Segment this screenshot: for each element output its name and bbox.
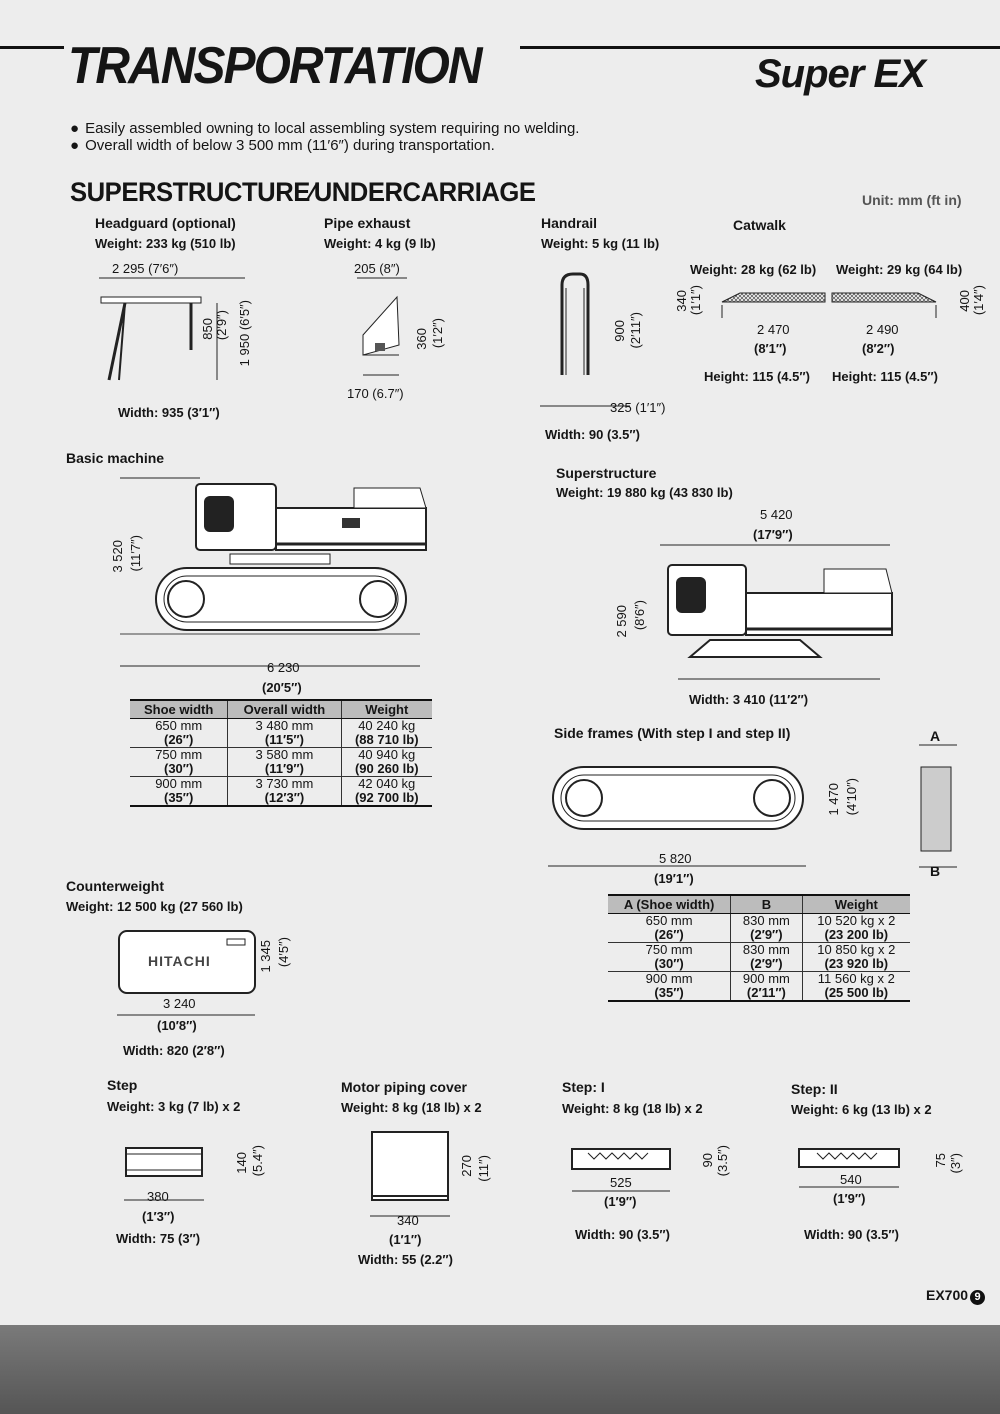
catwalk-h1ft: (1′1″) [688,285,703,316]
headguard-d3: 1 950 (6′5″) [237,300,252,367]
super-height-ft: (8′6″) [632,600,647,631]
brand-logo: Super EX [755,52,925,96]
basic-height-ft: (11′7″) [128,535,143,572]
side-height-ft: (4′10″) [844,778,859,816]
table-row: 900 mm (35″) 900 mm (2′11″) 11 560 kg x 2 (25 500 lb) [608,972,910,1002]
headguard-width: Width: 935 (3′1″) [118,405,220,420]
side-length: 5 820 [659,851,692,866]
handrail-title: Handrail [541,215,598,231]
page-number: 9 [970,1290,985,1305]
headguard-d2: 850 [200,318,215,340]
pipe-d2ft: (1′2″) [430,318,445,349]
step-width: Width: 75 (3″) [116,1231,201,1246]
section-title: SUPERSTRUCTURE∕UNDERCARRIAGE [70,177,536,207]
catwalk-height-1: Height: 115 (4.5″) [704,369,810,384]
superstructure-drawing [640,545,900,685]
side-table: A (Shoe width) B Weight 650 mm (26″) 830 mm (2′9″) 10 520 kg x 2 (23 200 lb) 750 mm (30″) 830 mm (2′9″) 10 850 kg x 2 (23 920 lb) 900 mm (35″) 900 mm (2′11″) 11 560 kg x 2 (25 500 lb) [608,894,910,1002]
step1-width: Width: 90 (3.5″) [575,1227,670,1242]
title-rule-left [0,46,64,49]
hitachi-logo: HITACHI [148,953,211,969]
table-row: 650 mm (26″) 3 480 mm (11′5″) 40 240 kg (88 710 lb) [130,719,432,748]
step2-height: 75 [933,1153,948,1168]
motor-width: Width: 55 (2.2″) [358,1252,453,1267]
catwalk-h2: 400 [957,290,972,312]
pipe-d1: 205 (8″) [354,261,400,276]
headguard-title: Headguard (optional) [95,215,236,231]
step-height-ft: (5.4″) [250,1145,265,1177]
catwalk-l2ft: (8′2″) [862,341,895,356]
cw-length: 3 240 [163,996,196,1011]
table-row: 900 mm (35″) 3 730 mm (12′3″) 42 040 kg (92 700 lb) [130,777,432,807]
cw-title: Counterweight [66,878,164,894]
table-row: 650 mm (26″) 830 mm (2′9″) 10 520 kg x 2 (23 200 lb) [608,914,910,943]
step-length: 380 [147,1189,169,1204]
basic-machine-drawing [120,476,440,676]
step-title: Step [107,1077,138,1093]
super-width: Width: 3 410 (11′2″) [689,692,809,707]
step2-length: 540 [840,1172,862,1187]
page-footer: EX700 9 [926,1287,985,1305]
side-label-a: A [930,728,941,744]
step-height: 140 [234,1152,249,1174]
cw-width: Width: 820 (2′8″) [123,1043,225,1058]
basic-title: Basic machine [66,450,165,466]
scan-shadow [0,1325,1000,1414]
catwalk-weight-2: Weight: 29 kg (64 lb) [836,262,963,277]
catwalk-l1ft: (8′1″) [754,341,787,356]
pipe-title: Pipe exhaust [324,215,411,231]
basic-length-ft: (20′5″) [262,680,302,695]
catwalk-title: Catwalk [733,217,786,233]
catwalk-weight-1: Weight: 28 kg (62 lb) [690,262,817,277]
catwalk-h1: 340 [674,290,689,312]
handrail-width: Width: 90 (3.5″) [545,427,640,442]
step-drawing [120,1140,220,1210]
handrail-weight: Weight: 5 kg (11 lb) [541,236,660,251]
motor-height-ft: (11″) [476,1155,491,1182]
step1-length-ft: (1′9″) [604,1194,637,1209]
bullet-2: ● Overall width of below 3 500 mm (11′6″) during transportation. [70,137,495,154]
cw-length-ft: (10′8″) [157,1018,197,1033]
step1-title: Step: I [562,1079,605,1095]
cw-weight: Weight: 12 500 kg (27 560 lb) [66,899,243,914]
step2-weight: Weight: 6 kg (13 lb) x 2 [791,1102,932,1117]
pipe-weight: Weight: 4 kg (9 lb) [324,236,436,251]
table-row: 750 mm (30″) 830 mm (2′9″) 10 850 kg x 2 (23 920 lb) [608,943,910,972]
step1-length: 525 [610,1175,632,1190]
cw-height: 1 345 [258,940,273,973]
handrail-d2: 325 (1′1″) [610,400,666,415]
pipe-d2: 360 [414,328,429,350]
motor-length: 340 [397,1213,419,1228]
headguard-length: 2 295 (7′6″) [112,261,179,276]
step2-height-ft: (3″) [948,1153,963,1174]
step1-height: 90 [700,1153,715,1168]
side-title: Side frames (With step I and step II) [554,725,791,741]
handrail-d1ft: (2′11″) [628,312,643,349]
step-weight: Weight: 3 kg (7 lb) x 2 [107,1099,241,1114]
side-length-ft: (19′1″) [654,871,694,886]
side-height: 1 470 [826,783,841,816]
super-title: Superstructure [556,465,657,481]
motor-title: Motor piping cover [341,1079,467,1095]
catwalk-drawing [700,288,960,318]
basic-table: Shoe width Overall width Weight 650 mm (26″) 3 480 mm (11′5″) 40 240 kg (88 710 lb) 750 mm (30″) 3 580 mm (11′9″) 40 940 kg (90 260 lb) 900 mm (35″) 3 730 mm (12′3″) 42 040 kg (92 700 lb) [130,699,432,807]
motor-weight: Weight: 8 kg (18 lb) x 2 [341,1100,482,1115]
super-height: 2 590 [614,605,629,638]
super-length: 5 420 [760,507,793,522]
step2-length-ft: (1′9″) [833,1191,866,1206]
pipe-d3: 170 (6.7″) [347,386,404,401]
headguard-drawing [95,275,255,395]
motor-length-ft: (1′1″) [389,1232,422,1247]
step2-title: Step: II [791,1081,838,1097]
step1-height-ft: (3.5″) [715,1145,730,1177]
motor-height: 270 [459,1155,474,1177]
catwalk-l1: 2 470 [757,322,790,337]
step2-width: Width: 90 (3.5″) [804,1227,899,1242]
side-label-b: B [930,863,941,879]
catwalk-height-2: Height: 115 (4.5″) [832,369,938,384]
handrail-d1: 900 [612,320,627,342]
page-title: TRANSPORTATION [68,37,481,95]
side-frame-end-view [915,745,965,870]
headguard-d2ft: (2′9″) [214,310,229,341]
step1-weight: Weight: 8 kg (18 lb) x 2 [562,1101,703,1116]
super-length-ft: (17′9″) [753,527,793,542]
title-rule-right [520,46,1000,49]
catwalk-l2: 2 490 [866,322,899,337]
headguard-weight: Weight: 233 kg (510 lb) [95,236,236,251]
unit-label: Unit: mm (ft in) [862,192,962,208]
super-weight: Weight: 19 880 kg (43 830 lb) [556,485,733,500]
basic-length: 6 230 [267,660,300,675]
cw-height-ft: (4′5″) [276,937,291,968]
bullet-1: ● Easily assembled owning to local assembling system requiring no welding. [70,120,579,137]
catwalk-h2ft: (1′4″) [971,285,986,316]
basic-height: 3 520 [110,540,125,573]
step-length-ft: (1′3″) [142,1209,175,1224]
table-row: 750 mm (30″) 3 580 mm (11′9″) 40 940 kg (90 260 lb) [130,748,432,777]
